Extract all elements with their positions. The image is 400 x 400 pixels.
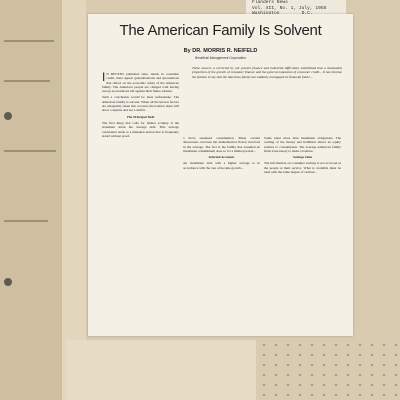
paragraph: Such a conclusion would be most unfortunate. The American family is solvent. When all the known factors are adequately taken into account, the balance sheet will show a surplus and not a deficit.: [102, 95, 179, 113]
source-line: Flanders News: [252, 0, 288, 5]
binder-hole-bottom: [4, 278, 12, 286]
section-heading: The Principal Debt: [126, 114, 155, 119]
drop-cap: I: [102, 70, 106, 84]
column-2: [183, 136, 260, 332]
column-3: [264, 136, 341, 332]
article-byline: By DR. MORRIS R. NEIFELD: [183, 48, 258, 54]
paragraph: An instalment debt with a higher average is in accordance with the rate of income growth...: [183, 161, 260, 170]
paragraph: The information on consumer savings is not as broad as the people at their service. What is available must be used with the same degree of caution...: [264, 161, 341, 175]
paragraph: The first thing that calls for further scrutiny is the statement about the average debt. This average calculation leads to a mistaken notion that is frequently stated without proof.: [102, 120, 179, 138]
binder-hole-top: [4, 112, 12, 120]
source-line: Vol. XII, No. 1, July, 1955: [252, 5, 327, 11]
article-title: The American Family Is Solvent: [119, 22, 322, 39]
section-heading: Selected Accounts: [208, 155, 235, 160]
section-heading: Savings Data: [292, 155, 313, 160]
author-affiliation: Beneficial Management Corporation: [195, 56, 246, 60]
adjacent-scrapbook-page: [0, 0, 63, 400]
scrapbook-page-bottom: [66, 340, 256, 400]
dotted-backing-paper: [258, 340, 398, 400]
paragraph: N RECENT published state- ments in consumer credit, there appear generalizations and speculations that reflect on the economic safety of the American family. The American people are charged with having run up an enormous bill against their future salaries.: [102, 72, 179, 94]
paragraph: a more sustained consumption. Many current discussions overlook the mathematical fiction involved in the average. The fact is the family that assumed an instalment commitment does so for a limited period...: [183, 136, 260, 153]
column-1: [102, 72, 179, 332]
article-intro: These sources a corrected by our present finance and industrial difficulties established that a substantial proportion of the growth of consumer finance and the general expansion of consumer credit... It has become the fashion to say that the American family has suddenly mortgaged its financial future...: [192, 66, 342, 79]
paragraph: Some plant more than instalment obligations. The coming of the money and liabilities shows an equity relative to consumption. The average American family finds it necessary to make a balance.: [264, 136, 341, 153]
article-clipping: [88, 14, 353, 336]
